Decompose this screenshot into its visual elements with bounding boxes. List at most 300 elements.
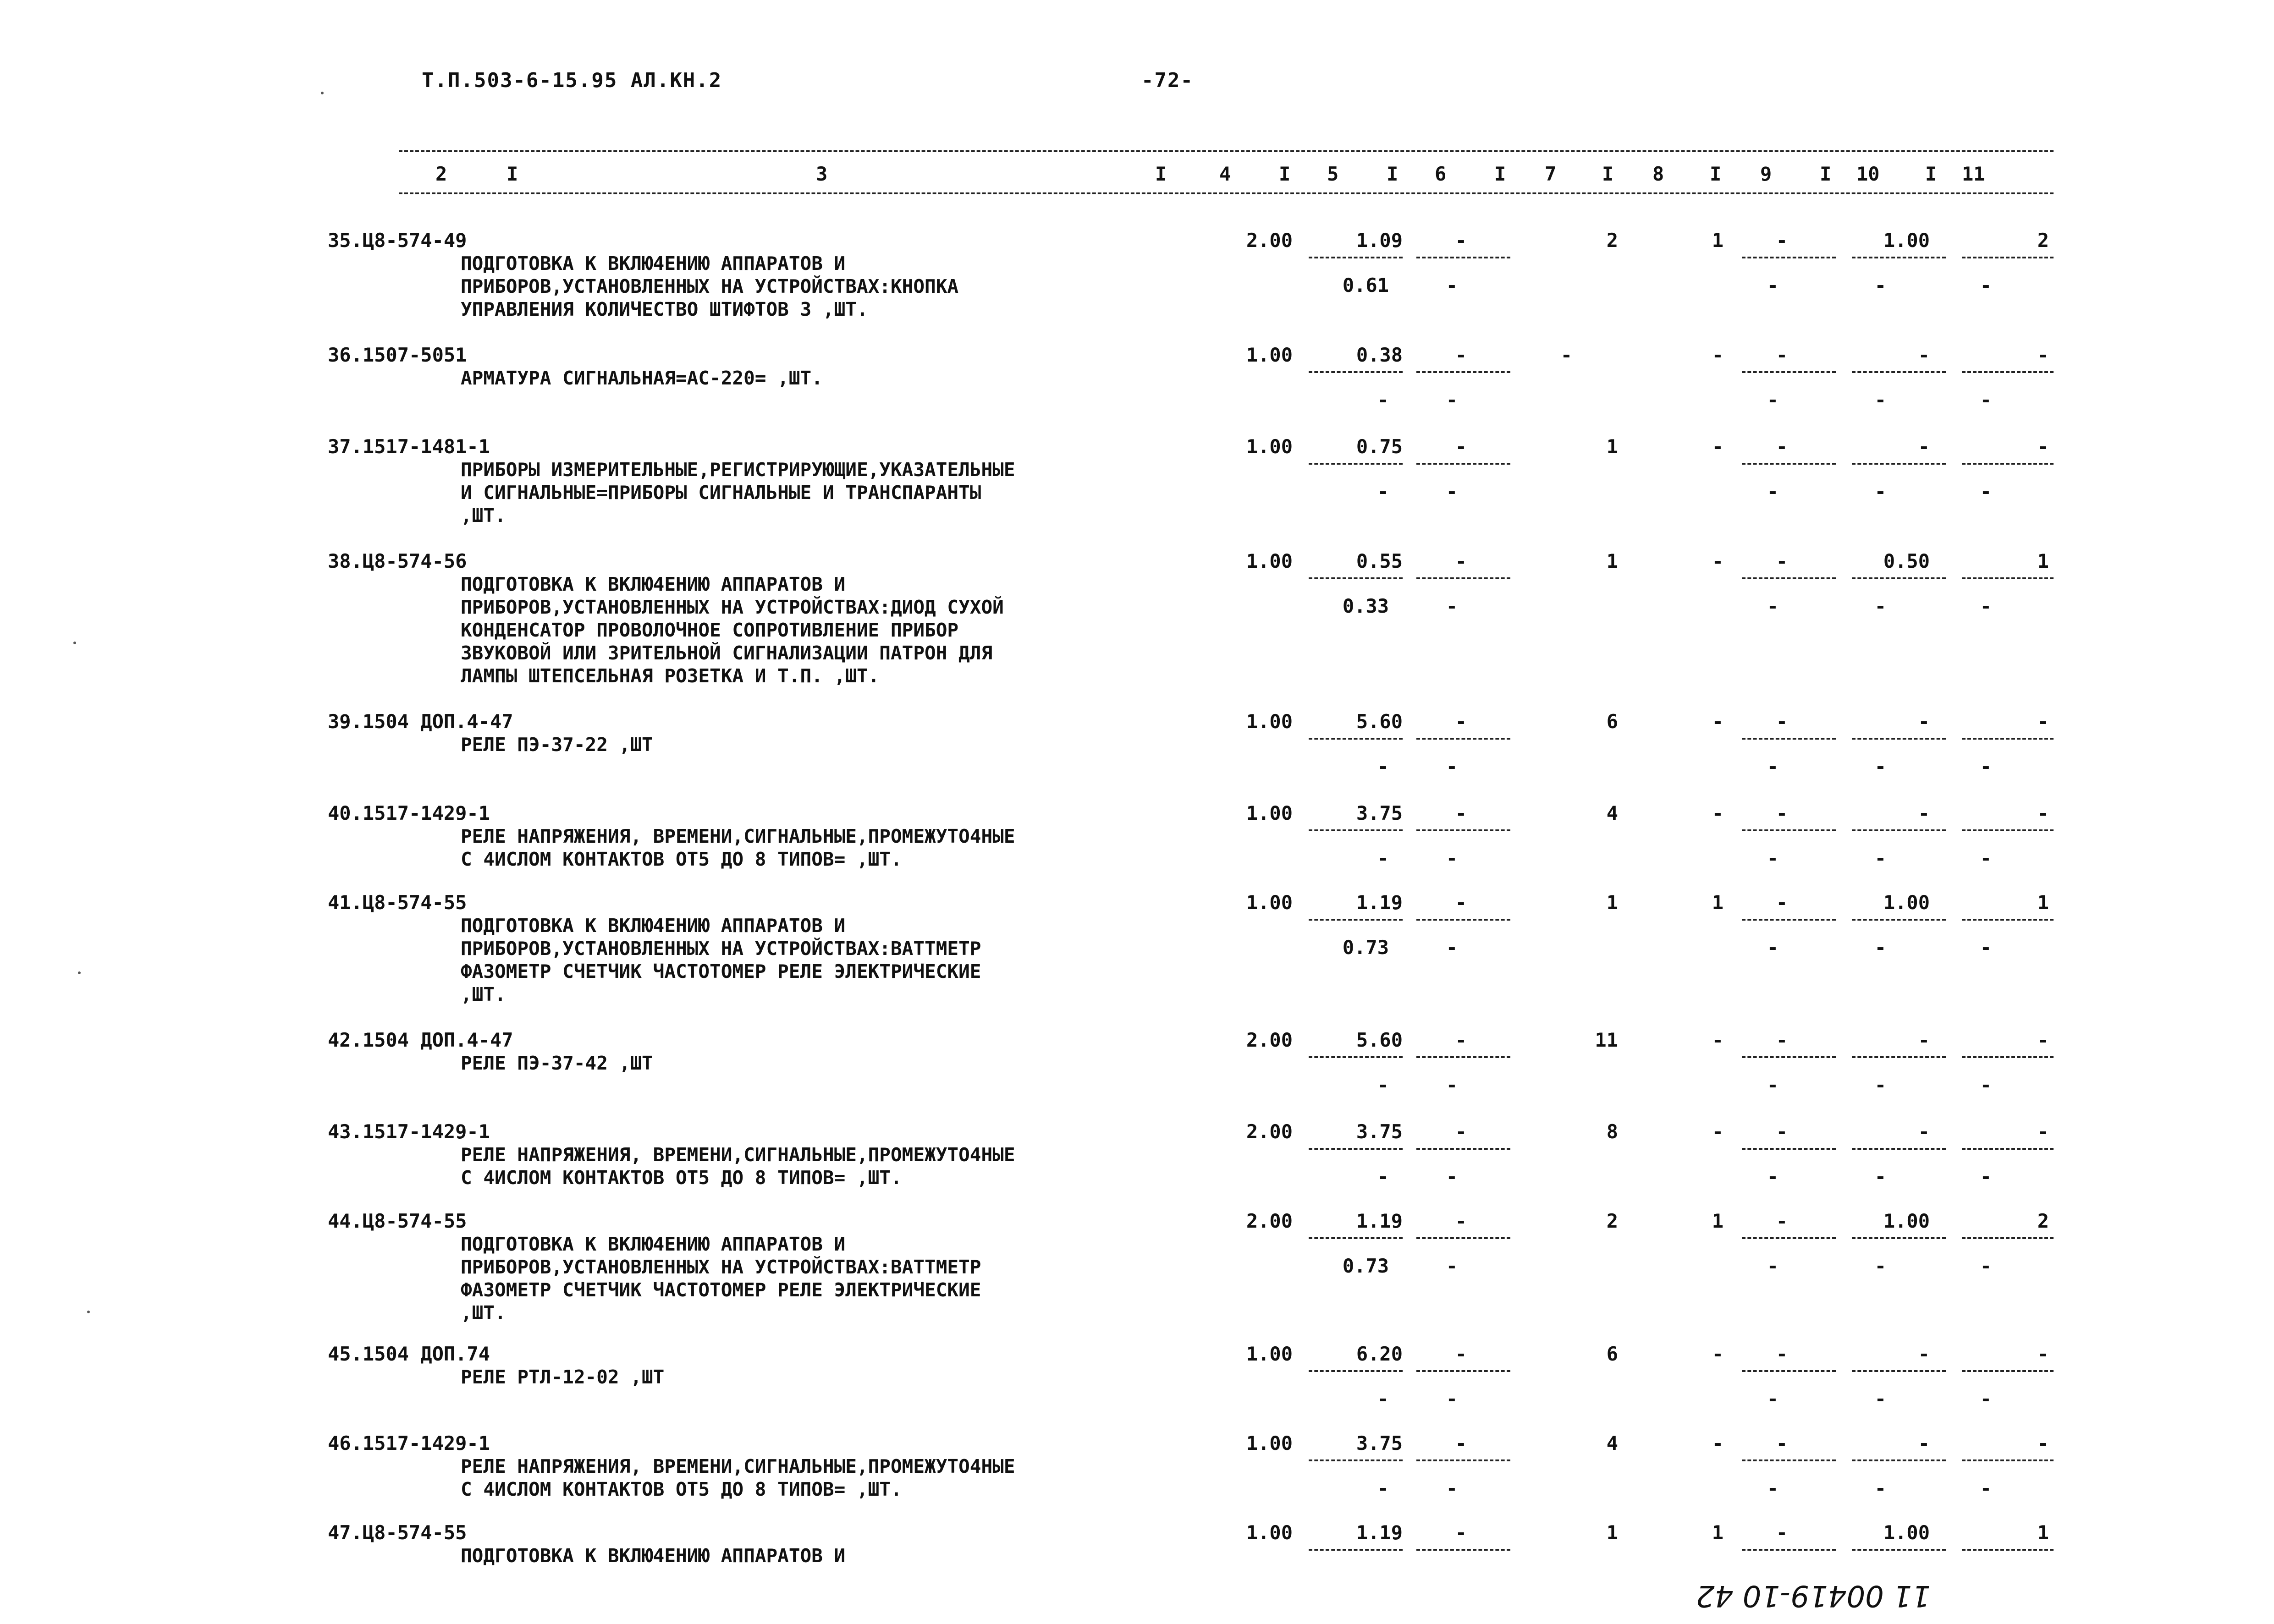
value-c12: 1 [2037,550,2049,572]
value-c4: 2.00 [1246,1210,1293,1232]
column-header: 6 [1435,163,1447,185]
subtotal-rule [1416,919,1510,921]
secondary-value-c6: - [1446,755,1458,778]
subtotal-rule [1309,257,1403,258]
description-line: ,ШТ. [461,983,506,1005]
description-line: ПОДГОТОВКА К ВКЛЮ4ЕНИЮ АППАРАТОВ И [461,573,846,595]
subtotal-rule [1852,1370,1946,1372]
value-c12: - [2037,710,2049,733]
subtotal-rule [1309,829,1403,831]
value-c8: 1 [1606,1521,1618,1544]
value-c12: 1 [2037,1521,2049,1544]
subtotal-rule [1416,1370,1510,1372]
column-separator: I [1387,163,1399,185]
value-c11: 1.00 [1883,1210,1930,1232]
row-code: 44.Ц8-574-55 [328,1210,467,1232]
row-code: 36.1507-5051 [328,344,467,366]
secondary-value-c6: - [1446,1477,1458,1499]
subtotal-rule [1309,1370,1403,1372]
secondary-value-c11: - [1874,1477,1886,1499]
value-c11: 1.00 [1883,1521,1930,1544]
description-line: ПОДГОТОВКА К ВКЛЮ4ЕНИЮ АППАРАТОВ И [461,1233,846,1255]
handwritten-note: 11 00419-10 42 [1696,1579,1931,1613]
scan-speck [321,92,324,94]
subtotal-rule [1962,1056,2054,1058]
value-c12: - [2037,1343,2049,1365]
secondary-value-c12: - [1980,1165,1992,1188]
value-c6: - [1455,229,1467,252]
value-c11: 0.50 [1883,550,1930,572]
description-line: АРМАТУРА СИГНАЛЬНАЯ=АС-220= ,ШТ. [461,367,823,389]
subtotal-rule [1309,1237,1403,1239]
secondary-value-c10: - [1767,1388,1778,1410]
value-c11: - [1918,1029,1930,1051]
value-c5: 3.75 [1356,1432,1403,1454]
subtotal-rule [1416,463,1510,465]
value-c5: 0.38 [1356,344,1403,366]
secondary-value-c6: - [1446,847,1458,869]
column-header: 3 [816,163,828,185]
secondary-value-c6: - [1446,1388,1458,1410]
value-c11: - [1918,710,1930,733]
value-c9: - [1712,550,1723,572]
subtotal-rule [1416,371,1510,373]
value-c5: 1.09 [1356,229,1403,252]
value-c8: 1 [1606,891,1618,914]
row-description [461,573,1004,687]
description-line: С 4ИСЛОМ КОНТАКТОВ ОТ5 ДО 8 ТИПОВ= ,ШТ. [461,848,902,870]
value-c5: 5.60 [1356,1029,1403,1051]
description-line: ФАЗОМЕТР СЧЕТЧИК ЧАСТОТОМЕР РЕЛЕ ЭЛЕКТРИЧЕСКИЕ [461,1279,981,1301]
value-c9: - [1712,344,1723,366]
secondary-value-c6: - [1446,389,1458,411]
description-line: ,ШТ. [461,505,506,527]
description-line: ПРИБОРЫ ИЗМЕРИТЕЛЬНЫЕ,РЕГИСТРИРУЮЩИЕ,УКАЗАТЕЛЬНЫЕ [461,459,1015,481]
subtotal-rule [1852,1237,1946,1239]
value-c10: - [1776,1120,1788,1143]
subtotal-rule [1309,1459,1403,1461]
secondary-value-c12: - [1980,936,1992,959]
description-line: С 4ИСЛОМ КОНТАКТОВ ОТ5 ДО 8 ТИПОВ= ,ШТ. [461,1167,902,1189]
value-c6: - [1455,710,1467,733]
secondary-value-c10: - [1767,936,1778,959]
value-c11: - [1918,344,1930,366]
secondary-value-c12: - [1980,389,1992,411]
description-line: С 4ИСЛОМ КОНТАКТОВ ОТ5 ДО 8 ТИПОВ= ,ШТ. [461,1478,902,1500]
value-c6: - [1455,435,1467,458]
description-line: УПРАВЛЕНИЯ КОЛИЧЕСТВО ШТИФТОВ 3 ,ШТ. [461,298,868,320]
description-line: ПРИБОРОВ,УСТАНОВЛЕННЫХ НА УСТРОЙСТВАХ:КНОПКА [461,275,959,297]
value-c10: - [1776,802,1788,824]
value-c8: 8 [1606,1120,1618,1143]
secondary-value-c11: - [1874,936,1886,959]
description-line: ПОДГОТОВКА К ВКЛЮ4ЕНИЮ АППАРАТОВ И [461,1545,846,1567]
value-c9: 1 [1712,1210,1723,1232]
value-c4: 1.00 [1246,1343,1293,1365]
subtotal-rule [1962,1237,2054,1239]
description-line: ФАЗОМЕТР СЧЕТЧИК ЧАСТОТОМЕР РЕЛЕ ЭЛЕКТРИЧЕСКИЕ [461,960,981,982]
subtotal-rule [1852,371,1946,373]
value-c12: - [2037,1432,2049,1454]
column-header: 7 [1545,163,1557,185]
subtotal-rule [1416,829,1510,831]
secondary-value-c11: - [1874,847,1886,869]
value-c10: - [1776,435,1788,458]
value-c4: 1.00 [1246,550,1293,572]
secondary-value-c12: - [1980,847,1992,869]
description-line: КОНДЕНСАТОР ПРОВОЛОЧНОЕ СОПРОТИВЛЕНИЕ ПРИБОР [461,619,959,641]
value-c5: 1.19 [1356,1210,1403,1232]
value-c6: - [1455,1343,1467,1365]
subtotal-rule [1852,829,1946,831]
value-c5: 0.75 [1356,435,1403,458]
value-c8: 11 [1595,1029,1618,1051]
row-description [461,1143,1015,1189]
row-description [461,825,1015,871]
value-c6: - [1455,550,1467,572]
subtotal-rule [1309,1056,1403,1058]
subtotal-rule [1416,1237,1510,1239]
value-c5: 1.19 [1356,1521,1403,1544]
description-line: ЗВУКОВОЙ ИЛИ ЗРИТЕЛЬНОЙ СИГНАЛИЗАЦИИ ПАТРОН ДЛЯ [461,642,993,664]
value-c6: - [1455,1432,1467,1454]
value-c12: 1 [2037,891,2049,914]
row-code: 40.1517-1429-1 [328,802,490,824]
value-c6: - [1455,1521,1467,1544]
value-c11: - [1918,1432,1930,1454]
value-c11: - [1918,802,1930,824]
description-line: РЕЛЕ ПЭ-37-22 ,ШТ [461,734,653,756]
subtotal-rule [1416,1549,1510,1551]
description-line: ПОДГОТОВКА К ВКЛЮ4ЕНИЮ АППАРАТОВ И [461,252,846,274]
value-c12: - [2037,802,2049,824]
subtotal-rule [1742,577,1836,579]
value-c9: - [1712,435,1723,458]
description-line: РЕЛЕ НАПРЯЖЕНИЯ, ВРЕМЕНИ,СИГНАЛЬНЫЕ,ПРОМЕЖУТО4НЫЕ [461,1144,1015,1166]
scan-speck [73,642,76,644]
column-header: 9 [1760,163,1772,185]
description-line: ПРИБОРОВ,УСТАНОВЛЕННЫХ НА УСТРОЙСТВАХ:ВАТТМЕТР [461,938,981,960]
row-code: 45.1504 ДОП.74 [328,1343,490,1365]
column-separator: I [1494,163,1506,185]
subtotal-rule [1962,371,2054,373]
column-separator: I [507,163,518,185]
value-c7: - [1560,344,1572,366]
value-c8: 2 [1606,1210,1618,1232]
description-line: ЛАМПЫ ШТЕПСЕЛЬНАЯ РОЗЕТКА И Т.П. ,ШТ. [461,665,880,687]
subtotal-rule [1852,1056,1946,1058]
column-header: 11 [1962,163,1985,185]
value-c12: 2 [2037,1210,2049,1232]
secondary-value-c10: - [1767,1477,1778,1499]
value-c12: - [2037,344,2049,366]
subtotal-rule [1742,257,1836,258]
subtotal-rule [1852,1148,1946,1150]
subtotal-rule [1962,463,2054,465]
value-c10: - [1776,1343,1788,1365]
subtotal-rule [1742,1459,1836,1461]
value-c4: 1.00 [1246,1432,1293,1454]
subtotal-rule [1852,738,1946,740]
secondary-value-c10: - [1767,1074,1778,1096]
value-c5: 0.55 [1356,550,1403,572]
subtotal-rule [1742,829,1836,831]
column-separator: I [1279,163,1291,185]
column-header: 5 [1327,163,1339,185]
subtotal-rule [1309,1148,1403,1150]
column-header-row [399,163,2054,190]
subtotal-rule [1742,738,1836,740]
secondary-value-c5: - [1377,1388,1389,1410]
subtotal-rule [1309,463,1403,465]
subtotal-rule [1962,919,2054,921]
subtotal-rule [1309,577,1403,579]
secondary-value-c11: - [1874,274,1886,296]
value-c9: - [1712,802,1723,824]
secondary-value-c5: 0.33 [1342,595,1389,617]
value-c8: 1 [1606,550,1618,572]
secondary-value-c10: - [1767,480,1778,503]
value-c10: - [1776,229,1788,252]
value-c6: - [1455,1210,1467,1232]
secondary-value-c5: - [1377,1165,1389,1188]
value-c11: - [1918,1343,1930,1365]
value-c5: 6.20 [1356,1343,1403,1365]
column-separator: I [1602,163,1614,185]
column-separator: I [1155,163,1167,185]
value-c9: - [1712,1432,1723,1454]
value-c4: 2.00 [1246,1120,1293,1143]
value-c11: - [1918,1120,1930,1143]
value-c4: 1.00 [1246,1521,1293,1544]
value-c5: 1.19 [1356,891,1403,914]
secondary-value-c11: - [1874,1388,1886,1410]
subtotal-rule [1962,1549,2054,1551]
subtotal-rule [1416,257,1510,258]
document-reference: Т.П.503-6-15.95 АЛ.КН.2 [422,69,722,92]
subtotal-rule [1309,919,1403,921]
secondary-value-c5: - [1377,389,1389,411]
row-code: 37.1517-1481-1 [328,435,490,458]
page-number: -72- [1141,69,1194,92]
secondary-value-c5: - [1377,1074,1389,1096]
secondary-value-c10: - [1767,755,1778,778]
value-c8: 1 [1606,435,1618,458]
secondary-value-c11: - [1874,1255,1886,1277]
value-c10: - [1776,344,1788,366]
value-c8: 6 [1606,1343,1618,1365]
row-description [461,1544,845,1567]
secondary-value-c12: - [1980,1255,1992,1277]
secondary-value-c6: - [1446,1165,1458,1188]
subtotal-rule [1852,463,1946,465]
subtotal-rule [1852,257,1946,258]
secondary-value-c5: - [1377,755,1389,778]
subtotal-rule [1962,257,2054,258]
value-c10: - [1776,1521,1788,1544]
table-top-rule [399,150,2054,152]
secondary-value-c12: - [1980,595,1992,617]
scan-speck [87,1311,90,1313]
value-c4: 1.00 [1246,891,1293,914]
value-c4: 1.00 [1246,802,1293,824]
secondary-value-c10: - [1767,1255,1778,1277]
subtotal-rule [1742,371,1836,373]
column-header: 4 [1219,163,1231,185]
value-c4: 1.00 [1246,435,1293,458]
secondary-value-c12: - [1980,1388,1992,1410]
value-c9: - [1712,1029,1723,1051]
secondary-value-c6: - [1446,480,1458,503]
description-line: ПРИБОРОВ,УСТАНОВЛЕННЫХ НА УСТРОЙСТВАХ:ВАТТМЕТР [461,1256,981,1278]
subtotal-rule [1852,1549,1946,1551]
subtotal-rule [1742,1056,1836,1058]
value-c9: - [1712,710,1723,733]
value-c10: - [1776,891,1788,914]
subtotal-rule [1962,1370,2054,1372]
secondary-value-c11: - [1874,1165,1886,1188]
value-c4: 2.00 [1246,229,1293,252]
row-code: 46.1517-1429-1 [328,1432,490,1454]
value-c4: 1.00 [1246,710,1293,733]
row-description [461,367,823,390]
subtotal-rule [1962,1459,2054,1461]
value-c10: - [1776,1432,1788,1454]
subtotal-rule [1742,463,1836,465]
subtotal-rule [1416,577,1510,579]
value-c9: - [1712,1120,1723,1143]
value-c9: 1 [1712,891,1723,914]
secondary-value-c11: - [1874,755,1886,778]
row-code: 43.1517-1429-1 [328,1120,490,1143]
description-line: ПРИБОРОВ,УСТАНОВЛЕННЫХ НА УСТРОЙСТВАХ:ДИОД СУХОЙ [461,596,1004,618]
secondary-value-c12: - [1980,480,1992,503]
value-c10: - [1776,550,1788,572]
value-c8: 4 [1606,802,1618,824]
value-c11: 1.00 [1883,229,1930,252]
secondary-value-c5: 0.61 [1342,274,1389,296]
secondary-value-c10: - [1767,1165,1778,1188]
value-c5: 3.75 [1356,802,1403,824]
secondary-value-c10: - [1767,274,1778,296]
subtotal-rule [1852,1459,1946,1461]
value-c4: 2.00 [1246,1029,1293,1051]
secondary-value-c5: 0.73 [1342,1255,1389,1277]
row-description [461,1052,653,1075]
value-c11: 1.00 [1883,891,1930,914]
secondary-value-c12: - [1980,1477,1992,1499]
subtotal-rule [1962,1148,2054,1150]
value-c6: - [1455,1120,1467,1143]
subtotal-rule [1852,919,1946,921]
secondary-value-c11: - [1874,389,1886,411]
value-c5: 3.75 [1356,1120,1403,1143]
value-c9: 1 [1712,1521,1723,1544]
description-line: ,ШТ. [461,1302,506,1324]
value-c9: 1 [1712,229,1723,252]
row-code: 39.1504 ДОП.4-47 [328,710,513,733]
row-description [461,1455,1015,1501]
value-c12: - [2037,1120,2049,1143]
subtotal-rule [1416,1056,1510,1058]
subtotal-rule [1309,1549,1403,1551]
row-description [461,1366,664,1388]
value-c8: 6 [1606,710,1618,733]
subtotal-rule [1742,919,1836,921]
subtotal-rule [1742,1370,1836,1372]
description-line: И СИГНАЛЬНЫЕ=ПРИБОРЫ СИГНАЛЬНЫЕ И ТРАНСПАРАНТЫ [461,482,981,504]
secondary-value-c12: - [1980,755,1992,778]
subtotal-rule [1962,577,2054,579]
value-c12: - [2037,435,2049,458]
table-header-rule [399,192,2054,194]
row-code: 38.Ц8-574-56 [328,550,467,572]
secondary-value-c10: - [1767,595,1778,617]
row-description [461,733,653,756]
value-c12: - [2037,1029,2049,1051]
secondary-value-c5: - [1377,1477,1389,1499]
row-description [461,914,981,1006]
value-c9: - [1712,1343,1723,1365]
secondary-value-c6: - [1446,1074,1458,1096]
subtotal-rule [1416,738,1510,740]
value-c6: - [1455,1029,1467,1051]
row-code: 47.Ц8-574-55 [328,1521,467,1544]
column-separator: I [1820,163,1832,185]
secondary-value-c11: - [1874,595,1886,617]
subtotal-rule [1852,577,1946,579]
secondary-value-c10: - [1767,389,1778,411]
subtotal-rule [1416,1459,1510,1461]
value-c6: - [1455,344,1467,366]
column-header: 2 [435,163,447,185]
subtotal-rule [1416,1148,1510,1150]
row-code: 35.Ц8-574-49 [328,229,467,252]
description-line: РЕЛЕ ПЭ-37-42 ,ШТ [461,1052,653,1074]
value-c10: - [1776,710,1788,733]
secondary-value-c6: - [1446,936,1458,959]
row-description [461,458,1015,527]
secondary-value-c12: - [1980,1074,1992,1096]
column-separator: I [1710,163,1722,185]
row-description [461,252,958,321]
secondary-value-c6: - [1446,1255,1458,1277]
secondary-value-c5: - [1377,480,1389,503]
secondary-value-c5: 0.73 [1342,936,1389,959]
value-c4: 1.00 [1246,344,1293,366]
row-code: 42.1504 ДОП.4-47 [328,1029,513,1051]
subtotal-rule [1742,1549,1836,1551]
description-line: ПОДГОТОВКА К ВКЛЮ4ЕНИЮ АППАРАТОВ И [461,915,846,937]
row-code: 41.Ц8-574-55 [328,891,467,914]
secondary-value-c6: - [1446,595,1458,617]
subtotal-rule [1742,1148,1836,1150]
description-line: РЕЛЕ НАПРЯЖЕНИЯ, ВРЕМЕНИ,СИГНАЛЬНЫЕ,ПРОМЕЖУТО4НЫЕ [461,825,1015,847]
subtotal-rule [1309,738,1403,740]
value-c8: 2 [1606,229,1618,252]
description-line: РЕЛЕ НАПРЯЖЕНИЯ, ВРЕМЕНИ,СИГНАЛЬНЫЕ,ПРОМЕЖУТО4НЫЕ [461,1455,1015,1477]
value-c10: - [1776,1210,1788,1232]
value-c10: - [1776,1029,1788,1051]
secondary-value-c12: - [1980,274,1992,296]
column-header: 8 [1652,163,1664,185]
scan-speck [78,971,81,974]
secondary-value-c6: - [1446,274,1458,296]
secondary-value-c5: - [1377,847,1389,869]
value-c6: - [1455,891,1467,914]
row-description [461,1233,981,1324]
secondary-value-c10: - [1767,847,1778,869]
